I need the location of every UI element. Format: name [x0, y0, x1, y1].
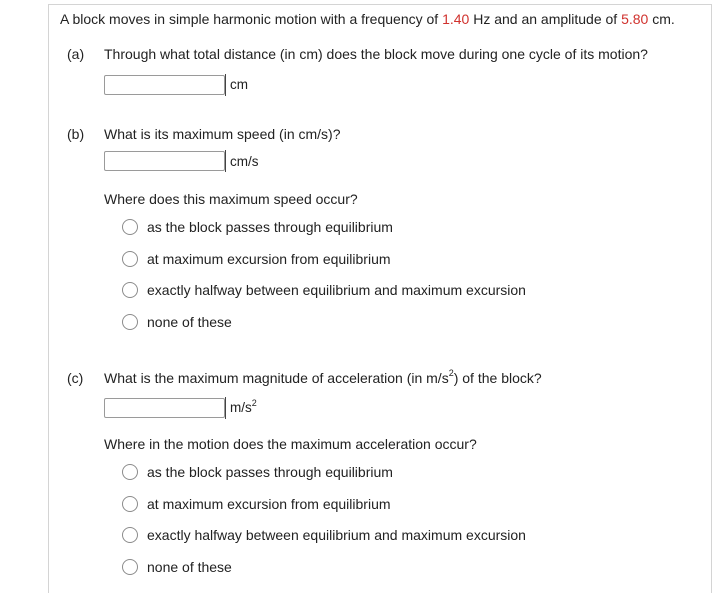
unit-divider [225, 150, 226, 172]
part-a-unit: cm [230, 77, 248, 92]
option-label: as the block passes through equilibrium [147, 464, 393, 480]
part-c-answer-input[interactable] [104, 398, 225, 418]
part-b-answer-input[interactable] [104, 151, 225, 171]
part-b-option-halfway[interactable] [122, 282, 526, 298]
part-b-sub-question: Where does this maximum speed occur? [104, 191, 358, 207]
radio-button-icon[interactable] [122, 314, 138, 330]
option-label: as the block passes through equilibrium [147, 219, 393, 235]
option-label: exactly halfway between equilibrium and maximum excursion [147, 282, 526, 298]
amplitude-value: 5.80 [621, 11, 649, 27]
radio-button-icon[interactable] [122, 559, 138, 575]
unit-divider [225, 397, 226, 419]
option-label: exactly halfway between equilibrium and maximum excursion [147, 527, 526, 543]
radio-button-icon[interactable] [122, 219, 138, 235]
option-label: at maximum excursion from equilibrium [147, 496, 391, 512]
part-c-option-none[interactable] [122, 559, 232, 575]
part-c-option-max-excursion[interactable] [122, 496, 391, 512]
part-c-sub-question: Where in the motion does the maximum acceleration occur? [104, 436, 477, 452]
part-c-question: What is the maximum magnitude of acceleration (in $m/s^2$) of the block? [104, 368, 542, 386]
part-a-label: (a) [67, 46, 85, 62]
unit-divider [225, 74, 226, 96]
radio-button-icon[interactable] [122, 496, 138, 512]
part-c-unit: $m/s^2$ [230, 397, 257, 415]
part-b-option-max-excursion[interactable] [122, 251, 391, 267]
option-label: none of these [147, 559, 232, 575]
part-b-label: (b) [67, 126, 85, 142]
radio-button-icon[interactable] [122, 527, 138, 543]
part-b-question: What is its maximum speed (in cm/s)? [104, 126, 341, 142]
part-b-unit: cm/s [230, 154, 259, 169]
radio-button-icon[interactable] [122, 251, 138, 267]
frequency-value: 1.40 [442, 11, 470, 27]
radio-button-icon[interactable] [122, 464, 138, 480]
part-a-answer-input[interactable] [104, 75, 225, 95]
option-label: at maximum excursion from equilibrium [147, 251, 391, 267]
part-c-label: (c) [67, 370, 84, 386]
part-a-question: Through what total distance (in cm) does the block move during one cycle of its motion? [104, 46, 648, 62]
part-b-option-none[interactable] [122, 314, 232, 330]
part-c-option-halfway[interactable] [122, 527, 526, 543]
radio-button-icon[interactable] [122, 282, 138, 298]
option-label: none of these [147, 314, 232, 330]
problem-statement: A block moves in simple harmonic motion with a frequency of 1.40 Hz and an amplitude of 5.80 cm. [60, 11, 675, 27]
part-c-option-equilibrium[interactable] [122, 464, 393, 480]
part-b-option-equilibrium[interactable] [122, 219, 393, 235]
